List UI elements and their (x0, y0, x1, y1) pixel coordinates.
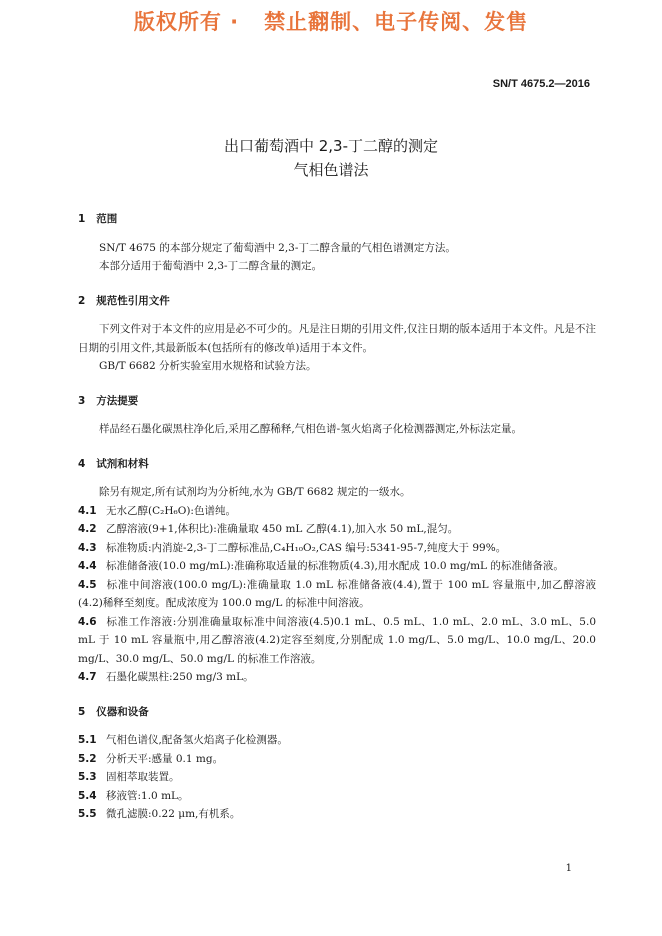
item-number: 4.5 (78, 578, 97, 591)
paragraph: 样品经石墨化碳黑柱净化后,采用乙醇稀释,气相色谱-氢火焰离子化检测器测定,外标法定量。 (99, 423, 523, 435)
item-number: 4.6 (78, 615, 97, 628)
list-item (78, 668, 596, 687)
section-heading-reagents: 4 试剂和材料 (78, 457, 149, 470)
item-text: 固相萃取装置。 (106, 771, 180, 783)
title-line-1: 出口葡萄酒中 2,3-丁二醇的测定 (223, 137, 439, 155)
item-text: 石墨化碳黑柱:250 mg/3 mL。 (106, 671, 254, 683)
standard-code: SN/T 4675.2—2016 (492, 78, 590, 90)
list-item (78, 805, 596, 824)
item-number: 5.2 (78, 752, 97, 765)
list-item (78, 750, 596, 769)
copyright-watermark: 版权所有 · 禁止翻制、电子传阅、发售 (133, 10, 529, 34)
item-text: 标准物质:内消旋-2,3-丁二醇标准品,C₄H₁₀O₂,CAS 编号:5341-95-7,纯度大于 99%。 (106, 541, 507, 554)
list-item (78, 731, 596, 750)
item-number: 5.4 (78, 789, 97, 802)
item-text: 移液管:1.0 mL。 (106, 789, 189, 802)
item-text: 分析天平:感量 0.1 mg。 (106, 752, 224, 765)
list-item (78, 768, 596, 787)
paragraph: 除另有规定,所有试剂均为分析纯,水为 GB/T 6682 规定的一级水。 (99, 486, 411, 498)
item-text: 微孔滤膜:0.22 μm,有机系。 (106, 808, 241, 820)
item-number: 5.1 (78, 734, 97, 746)
document-title (0, 134, 662, 182)
item-number: 4.4 (78, 560, 97, 572)
item-number: 4.3 (78, 541, 97, 554)
item-text: 无水乙醇(C₂H₆O):色谱纯。 (106, 504, 236, 517)
list-item (78, 576, 596, 613)
document-body (78, 210, 596, 824)
list-item (78, 557, 596, 576)
item-text: 标准中间溶液(100.0 mg/L):准确量取 1.0 mL 标准储备液(4.4),置于 100 mL 容量瓶中,加乙醇溶液(4.2)稀释至刻度。配成浓度为 100.0 mg/L 的标准中间溶液。 (78, 578, 596, 609)
section-heading-scope: 1 范围 (78, 213, 118, 225)
paragraph: GB/T 6682 分析实验室用水规格和试验方法。 (99, 360, 317, 372)
paragraph: 下列文件对于本文件的应用是必不可少的。凡是注日期的引用文件,仅注日期的版本适用于本文件。凡是不注日期的引用文件,其最新版本(包括所有的修改单)适用于本文件。 (78, 323, 596, 354)
list-item (78, 613, 596, 669)
item-number: 4.7 (78, 671, 97, 683)
item-text: 标准工作溶液:分别准确量取标准中间溶液(4.5)0.1 mL、0.5 mL、1.0 mL、2.0 mL、3.0 mL、5.0 mL 于 10 mL 容量瓶中,用乙醇溶液(4.2)定容至刻度,分别配成 1.0 mg/L、5.0 mg/L、10.0 mg/L、20.0 mg/L、30.0 mg/L、50.0 mg/L 的标准工作溶液。 (78, 615, 596, 665)
section-heading-references: 2 规范性引用文件 (78, 294, 170, 307)
item-number: 5.5 (78, 808, 97, 820)
item-number: 4.2 (78, 523, 97, 535)
section-heading-method: 3 方法提要 (78, 394, 139, 407)
page-number: 1 (565, 863, 572, 874)
list-item (78, 539, 596, 558)
section-heading-apparatus: 5 仪器和设备 (78, 705, 149, 718)
list-item (78, 520, 596, 539)
item-number: 5.3 (78, 771, 97, 783)
item-text: 标准储备液(10.0 mg/mL):准确称取适量的标准物质(4.3),用水配成 10.0 mg/mL 的标准储备液。 (106, 560, 564, 572)
item-text: 气相色谱仪,配备氢火焰离子化检测器。 (106, 734, 288, 746)
item-text: 乙醇溶液(9+1,体积比):准确量取 450 mL 乙醇(4.1),加入水 50 mL,混匀。 (106, 523, 459, 535)
item-number: 4.1 (78, 504, 97, 517)
paragraph: 本部分适用于葡萄酒中 2,3-丁二醇含量的测定。 (99, 260, 323, 272)
title-line-2: 气相色谱法 (293, 161, 369, 179)
list-item (78, 787, 596, 806)
paragraph: SN/T 4675 的本部分规定了葡萄酒中 2,3-丁二醇含量的气相色谱测定方法。 (99, 241, 456, 254)
list-item (78, 502, 596, 521)
